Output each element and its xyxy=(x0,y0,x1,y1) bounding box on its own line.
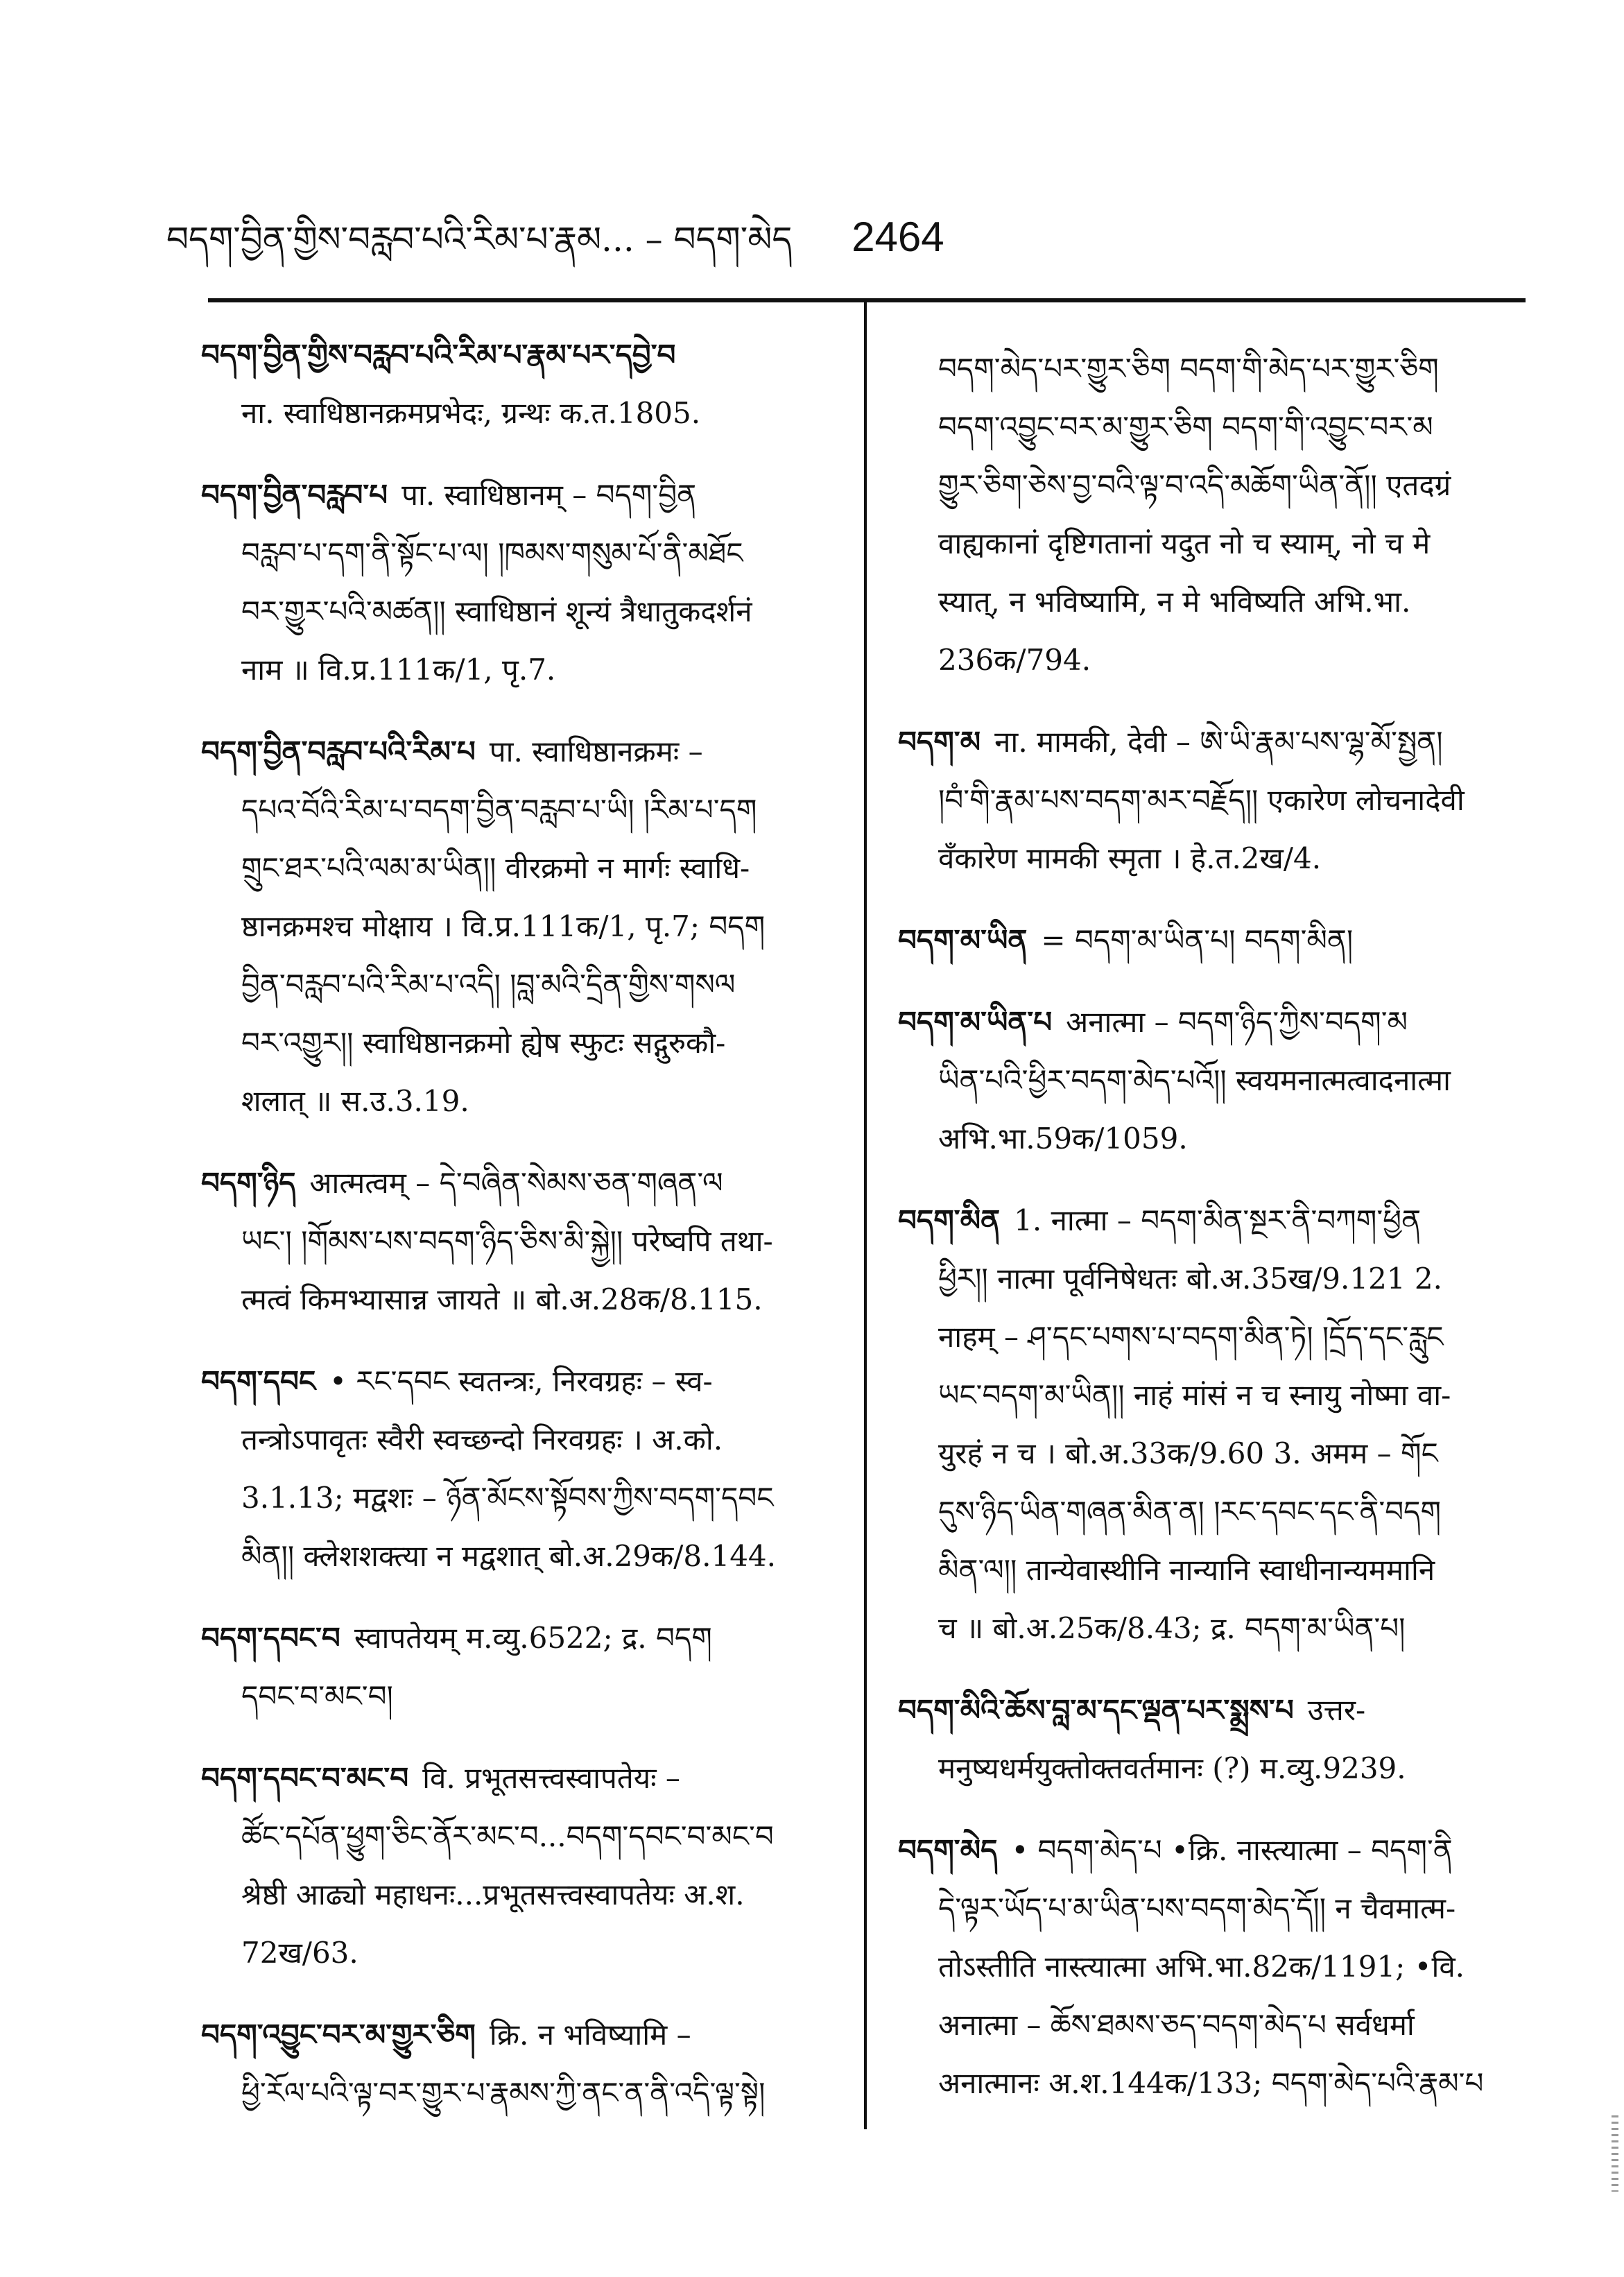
dictionary-entry xyxy=(201,1749,846,1982)
entry-line xyxy=(898,2054,1522,2113)
dictionary-entry xyxy=(201,723,846,1131)
entry-line xyxy=(201,1749,846,1807)
entry-line xyxy=(201,1271,846,1329)
entry-headword: བདག་དབང་བ xyxy=(201,1621,340,1655)
entry-text: མིན།། क्लेशशक्त्या न मद्वशात् बो.अ.29क/8.144. xyxy=(241,1539,777,1573)
entry-line xyxy=(898,1483,1522,1541)
entry-line xyxy=(201,1072,846,1131)
dictionary-entry xyxy=(201,326,846,442)
entry-text: उत्तर- xyxy=(1307,1693,1366,1727)
entry-text: །བཾ་གི་རྣམ་པས་བདག་མར་བརྗོད།། एकारेण लोचनादेवी xyxy=(938,783,1465,817)
entry-line xyxy=(898,1308,1522,1366)
entry-headword: བདག་མ xyxy=(898,725,981,759)
entry-line xyxy=(201,1924,846,1982)
dictionary-entry xyxy=(201,1352,846,1586)
entry-text: 1. नात्मा – བདག་མིན་སྔར་ནི་བཀག་ཕྱིན xyxy=(1014,1203,1422,1237)
running-header xyxy=(166,201,944,298)
entry-line xyxy=(201,1807,846,1866)
entry-line xyxy=(898,573,1522,631)
entry-line xyxy=(898,1996,1522,2054)
entry-line xyxy=(898,771,1522,830)
entry-text: अभि.भा.59क/1059. xyxy=(938,1122,1188,1155)
entry-text: आत्मत्वम् – དེ་བཞིན་སེམས་ཅན་གཞན་ལ xyxy=(309,1166,723,1200)
entry-text: ཕྱིར།། नात्मा पूर्वनिषेधतः बो.अ.35ख/9.121 2. xyxy=(938,1262,1442,1296)
entry-line xyxy=(898,1880,1522,1938)
dictionary-entry xyxy=(201,1154,846,1329)
entry-text: क्रि. न भविष्यामि – xyxy=(489,2018,691,2052)
entry-text: བྱིན་བརླབ་པའི་རིམ་པ་འདི། །བླ་མའི་དྲིན་གྱིས་གསལ xyxy=(241,968,736,1002)
entry-text: ཡིན་པའི་ཕྱིར་བདག་མེད་པའོ།། स्वयमनात्मत्वादनात्मा xyxy=(938,1063,1451,1097)
entry-text: अनात्मानः अ.श.144क/133; བདག་མེད་པའི་རྣམ་པ xyxy=(938,2066,1484,2100)
entry-text: • བདག་མེད་པ •क्रि. नास्त्यात्मा – བདག་ནི xyxy=(1011,1833,1453,1867)
entry-headword: བདག་མ་ཡིན་པ xyxy=(898,1005,1053,1039)
entry-line xyxy=(898,398,1522,456)
page-number: 2464 xyxy=(852,214,944,260)
entry-text: • རང་དབང स्वतन्त्रः, निरवग्रहः – स्व- xyxy=(329,1364,713,1398)
dictionary-entry xyxy=(898,911,1522,970)
entry-headword: བདག་མིའི་ཆོས་བླ་མ་དང་ལྡན་པར་སྨྲས་པ xyxy=(898,1693,1294,1727)
entry-line xyxy=(898,993,1522,1051)
entry-line xyxy=(201,524,846,583)
entry-line xyxy=(898,830,1522,888)
entry-line xyxy=(898,340,1522,398)
entry-line xyxy=(201,781,846,839)
entry-text: युरहं न च । बो.अ.33क/9.60 3. अमम – གོང xyxy=(938,1436,1438,1470)
entry-line xyxy=(201,1667,846,1726)
entry-headword: བདག་འབྱུང་བར་མ་གྱུར་ཅིག xyxy=(201,2018,476,2052)
entry-text: དུས་ཉིད་ཡིན་གཞན་མིན་ན། །རང་དབང་དང་ནི་བདག xyxy=(938,1495,1442,1529)
entry-text: स्वापतेयम् म.व्यु.6522; द्र. བདག xyxy=(354,1621,712,1655)
entry-line xyxy=(898,1739,1522,1798)
entry-text: བདག་མེད་པར་གྱུར་ཅིག བདག་གི་མེད་པར་གྱུར་ཅིག xyxy=(938,352,1439,386)
entry-text: གྲུང་ཐར་པའི་ལམ་མ་ཡིན།། वीरक्रमो न मार्गः स्वाधि- xyxy=(241,851,750,885)
entry-headword: བདག་དབང་བ་མང་བ xyxy=(201,1761,409,1795)
entry-line xyxy=(201,2006,846,2064)
entry-text: पा. स्वाधिष्ठानक्रमः – xyxy=(489,734,703,768)
entry-headword: བདག་མེད xyxy=(898,1833,998,1867)
entry-text: तन्त्रोऽपावृतः स्वैरी स्वच्छन्दो निरवग्रहः । अ.को. xyxy=(241,1423,723,1457)
entry-line xyxy=(201,839,846,897)
entry-line xyxy=(201,583,846,641)
entry-line xyxy=(898,713,1522,771)
entry-line xyxy=(201,1866,846,1924)
entry-text: བརླབ་པ་དག་ནི་སྟོང་པ་ལ། །ཁམས་གསུམ་པོ་ནི་མཐོང xyxy=(241,536,743,570)
dictionary-entry xyxy=(898,713,1522,888)
entry-line xyxy=(201,1411,846,1469)
entry-text: श्रेष्ठी आढ्यो महाधनः...प्रभूतसत्त्वस्वापतेयः अ.श. xyxy=(241,1878,745,1911)
right-column xyxy=(898,340,1522,2136)
entry-text: शलात् ॥ स.उ.3.19. xyxy=(241,1084,469,1118)
entry-line xyxy=(898,456,1522,515)
entry-text: ཡང་བདག་མ་ཡིན།། नाहं मांसं न च स्नायु नोष्मा वा- xyxy=(938,1378,1451,1412)
entry-text: ཚོང་དཔོན་ཕྱུག་ཅིང་ནོར་མང་བ...བདག་དབང་བ་མང་བ xyxy=(241,1819,774,1853)
entry-line xyxy=(898,1425,1522,1483)
entry-line xyxy=(201,1609,846,1667)
entry-text: གྱུར་ཅིག་ཅེས་བྱ་བའི་ལྟ་བ་འདི་མཆོག་ཡིན་ནོ།། एतदग्रं xyxy=(938,468,1451,502)
entry-text: དབང་བ་མང་བ། xyxy=(241,1679,393,1713)
entry-text: तोऽस्तीति नास्त्यात्मा अभि.भा.82क/1191; •वि. xyxy=(938,1950,1465,1984)
entry-text: ཕྱི་རོལ་པའི་ལྟ་བར་གྱུར་པ་རྣམས་ཀྱི་ནང་ན་ནི་འདི་ལྟ་སྟེ། xyxy=(241,2076,766,2110)
entry-text: = བདག་མ་ཡིན་པ། བདག་མིན། xyxy=(1041,923,1354,957)
entry-headword: བདག་དབང xyxy=(201,1364,316,1398)
entry-line xyxy=(201,1154,846,1212)
dictionary-entry xyxy=(201,1609,846,1726)
dictionary-entry xyxy=(201,466,846,699)
entry-line xyxy=(898,1250,1522,1308)
entry-text: वाह्यकानां दृष्टिगतानां यदुत नो च स्याम्, नो च मे xyxy=(938,526,1431,560)
entry-text: བར་གྱུར་པའི་མཚན།། स्वाधिष्ठानं शून्यं त्रैधातुकदर्शनं xyxy=(241,594,752,628)
entry-line xyxy=(201,326,846,384)
entry-line xyxy=(201,1352,846,1411)
entry-text: ष्ठानक्रमश्च मोक्षाय । वि.प्र.111क/1, पृ.7; བདག xyxy=(241,909,766,943)
entry-headword: བདག་མིན xyxy=(898,1203,1001,1237)
column-divider xyxy=(864,298,867,2129)
entry-text: 72ख/63. xyxy=(241,1936,359,1970)
entry-text: नाम ॥ वि.प्र.111क/1, पृ.7. xyxy=(241,653,556,687)
entry-text: མིན་ལ།། तान्येवास्थीनि नान्यानि स्वाधीनान्यममानि xyxy=(938,1553,1435,1587)
entry-line xyxy=(201,1469,846,1527)
entry-text: དེ་ལྟར་ཡོད་པ་མ་ཡིན་པས་བདག་མེད་དོ།། न चैवमात्म- xyxy=(938,1891,1456,1925)
entry-line xyxy=(201,1212,846,1271)
entry-line xyxy=(898,631,1522,689)
entry-line xyxy=(201,723,846,781)
entry-line xyxy=(898,1681,1522,1739)
entry-line xyxy=(898,1366,1522,1425)
entry-line xyxy=(201,1014,846,1072)
entry-line xyxy=(898,1051,1522,1110)
entry-text: नाहम् – ཤ་དང་པགས་པ་བདག་མིན་ཏེ། །དྲོད་དང་རླུང xyxy=(938,1320,1444,1354)
entry-text: वि. प्रभूतसत्त्वस्वापतेयः – xyxy=(422,1761,680,1795)
entry-line xyxy=(898,515,1522,573)
entry-text: मनुष्यधर्मयुक्तोक्तवर्तमानः (?) म.व्यु.9239. xyxy=(938,1751,1406,1785)
entry-line xyxy=(898,1541,1522,1599)
left-column xyxy=(201,326,846,2146)
scan-artifact xyxy=(1612,2115,1618,2192)
dictionary-entry xyxy=(898,1821,1522,2113)
entry-headword: བདག་བྱིན་བརླབ་པའི་རིམ་པ xyxy=(201,734,476,768)
entry-line xyxy=(898,1599,1522,1658)
dictionary-entry xyxy=(898,993,1522,1168)
entry-line xyxy=(201,466,846,524)
header-rule xyxy=(208,298,1526,302)
entry-text: བར་འགྱུར།། स्वाधिष्ठानक्रमो ह्येष स्फुटः सद्गुरुकौ- xyxy=(241,1026,726,1060)
entry-headword: བདག་མ་ཡིན xyxy=(898,923,1028,957)
entry-line xyxy=(201,2064,846,2122)
entry-line xyxy=(898,1938,1522,1996)
entry-headword: བདག་ཉིད xyxy=(201,1166,296,1200)
entry-line xyxy=(201,956,846,1014)
entry-text: अनात्मा – བདག་ཉིད་ཀྱིས་བདག་མ xyxy=(1066,1005,1408,1039)
dictionary-entry xyxy=(898,1681,1522,1798)
entry-line xyxy=(201,897,846,956)
entry-text: བདག་འབྱུང་བར་མ་གྱུར་ཅིག བདག་གི་འབྱུང་བར་མ xyxy=(938,410,1433,444)
entry-text: पा. स्वाधिष्ठानम् – བདག་བྱིན xyxy=(401,478,697,512)
dictionary-entry xyxy=(898,340,1522,689)
entry-text: स्यात्, न भविष्यामि, न मे भविष्यति अभि.भा. xyxy=(938,585,1411,619)
entry-headword: བདག་བྱིན་བརླབ་པ xyxy=(201,478,388,512)
entry-text: 236क/794. xyxy=(938,643,1091,677)
entry-text: वँकारेण मामकी स्मृता । हे.त.2ख/4. xyxy=(938,841,1322,875)
running-title: བདག་བྱིན་གྱིས་བརླབ་པའི་རིམ་པ་རྣམ... – བདག་མེད xyxy=(166,219,793,259)
entry-text: དཔའ་བོའི་རིམ་པ་བདག་བྱིན་བརླབ་པ་ཡི། །རིམ་པ་དག xyxy=(241,793,757,827)
entry-text: ना. मामकी, देवी – ཨེ་ཡི་རྣམ་པས་ལྷ་མོ་སྤྱན། xyxy=(994,725,1443,759)
entry-line xyxy=(898,1821,1522,1880)
entry-text: ना. स्वाधिष्ठानक्रमप्रभेदः, ग्रन्थः क.त.1805. xyxy=(241,396,701,430)
entry-text: त्मत्वं किमभ्यासान्न जायते ॥ बो.अ.28क/8.115. xyxy=(241,1282,763,1316)
entry-line xyxy=(201,384,846,442)
entry-line xyxy=(898,1192,1522,1250)
entry-line xyxy=(898,1110,1522,1168)
entry-line xyxy=(201,1527,846,1586)
entry-headword: བདག་བྱིན་གྱིས་བརླབ་པའི་རིམ་པ་རྣམ་པར་དབྱེ་བ xyxy=(201,338,676,372)
entry-text: च ॥ बो.अ.25क/8.43; द्र. བདག་མ་ཡིན་པ། xyxy=(938,1611,1406,1645)
entry-text: अनात्मा – ཆོས་ཐམས་ཅད་བདག་མེད་པ सर्वधर्मा xyxy=(938,2008,1415,2042)
dictionary-entry xyxy=(898,1192,1522,1658)
entry-text: ཡང་། །གོམས་པས་བདག་ཉིད་ཅིས་མི་སྐྱེ།། परेष्वपि तथा- xyxy=(241,1224,773,1258)
entry-line xyxy=(898,911,1522,970)
dictionary-entry xyxy=(201,2006,846,2122)
entry-line xyxy=(201,641,846,699)
entry-text: 3.1.13; मद्वशः – ཉོན་མོངས་སྟོབས་ཀྱིས་བདག་དབང xyxy=(241,1481,774,1515)
